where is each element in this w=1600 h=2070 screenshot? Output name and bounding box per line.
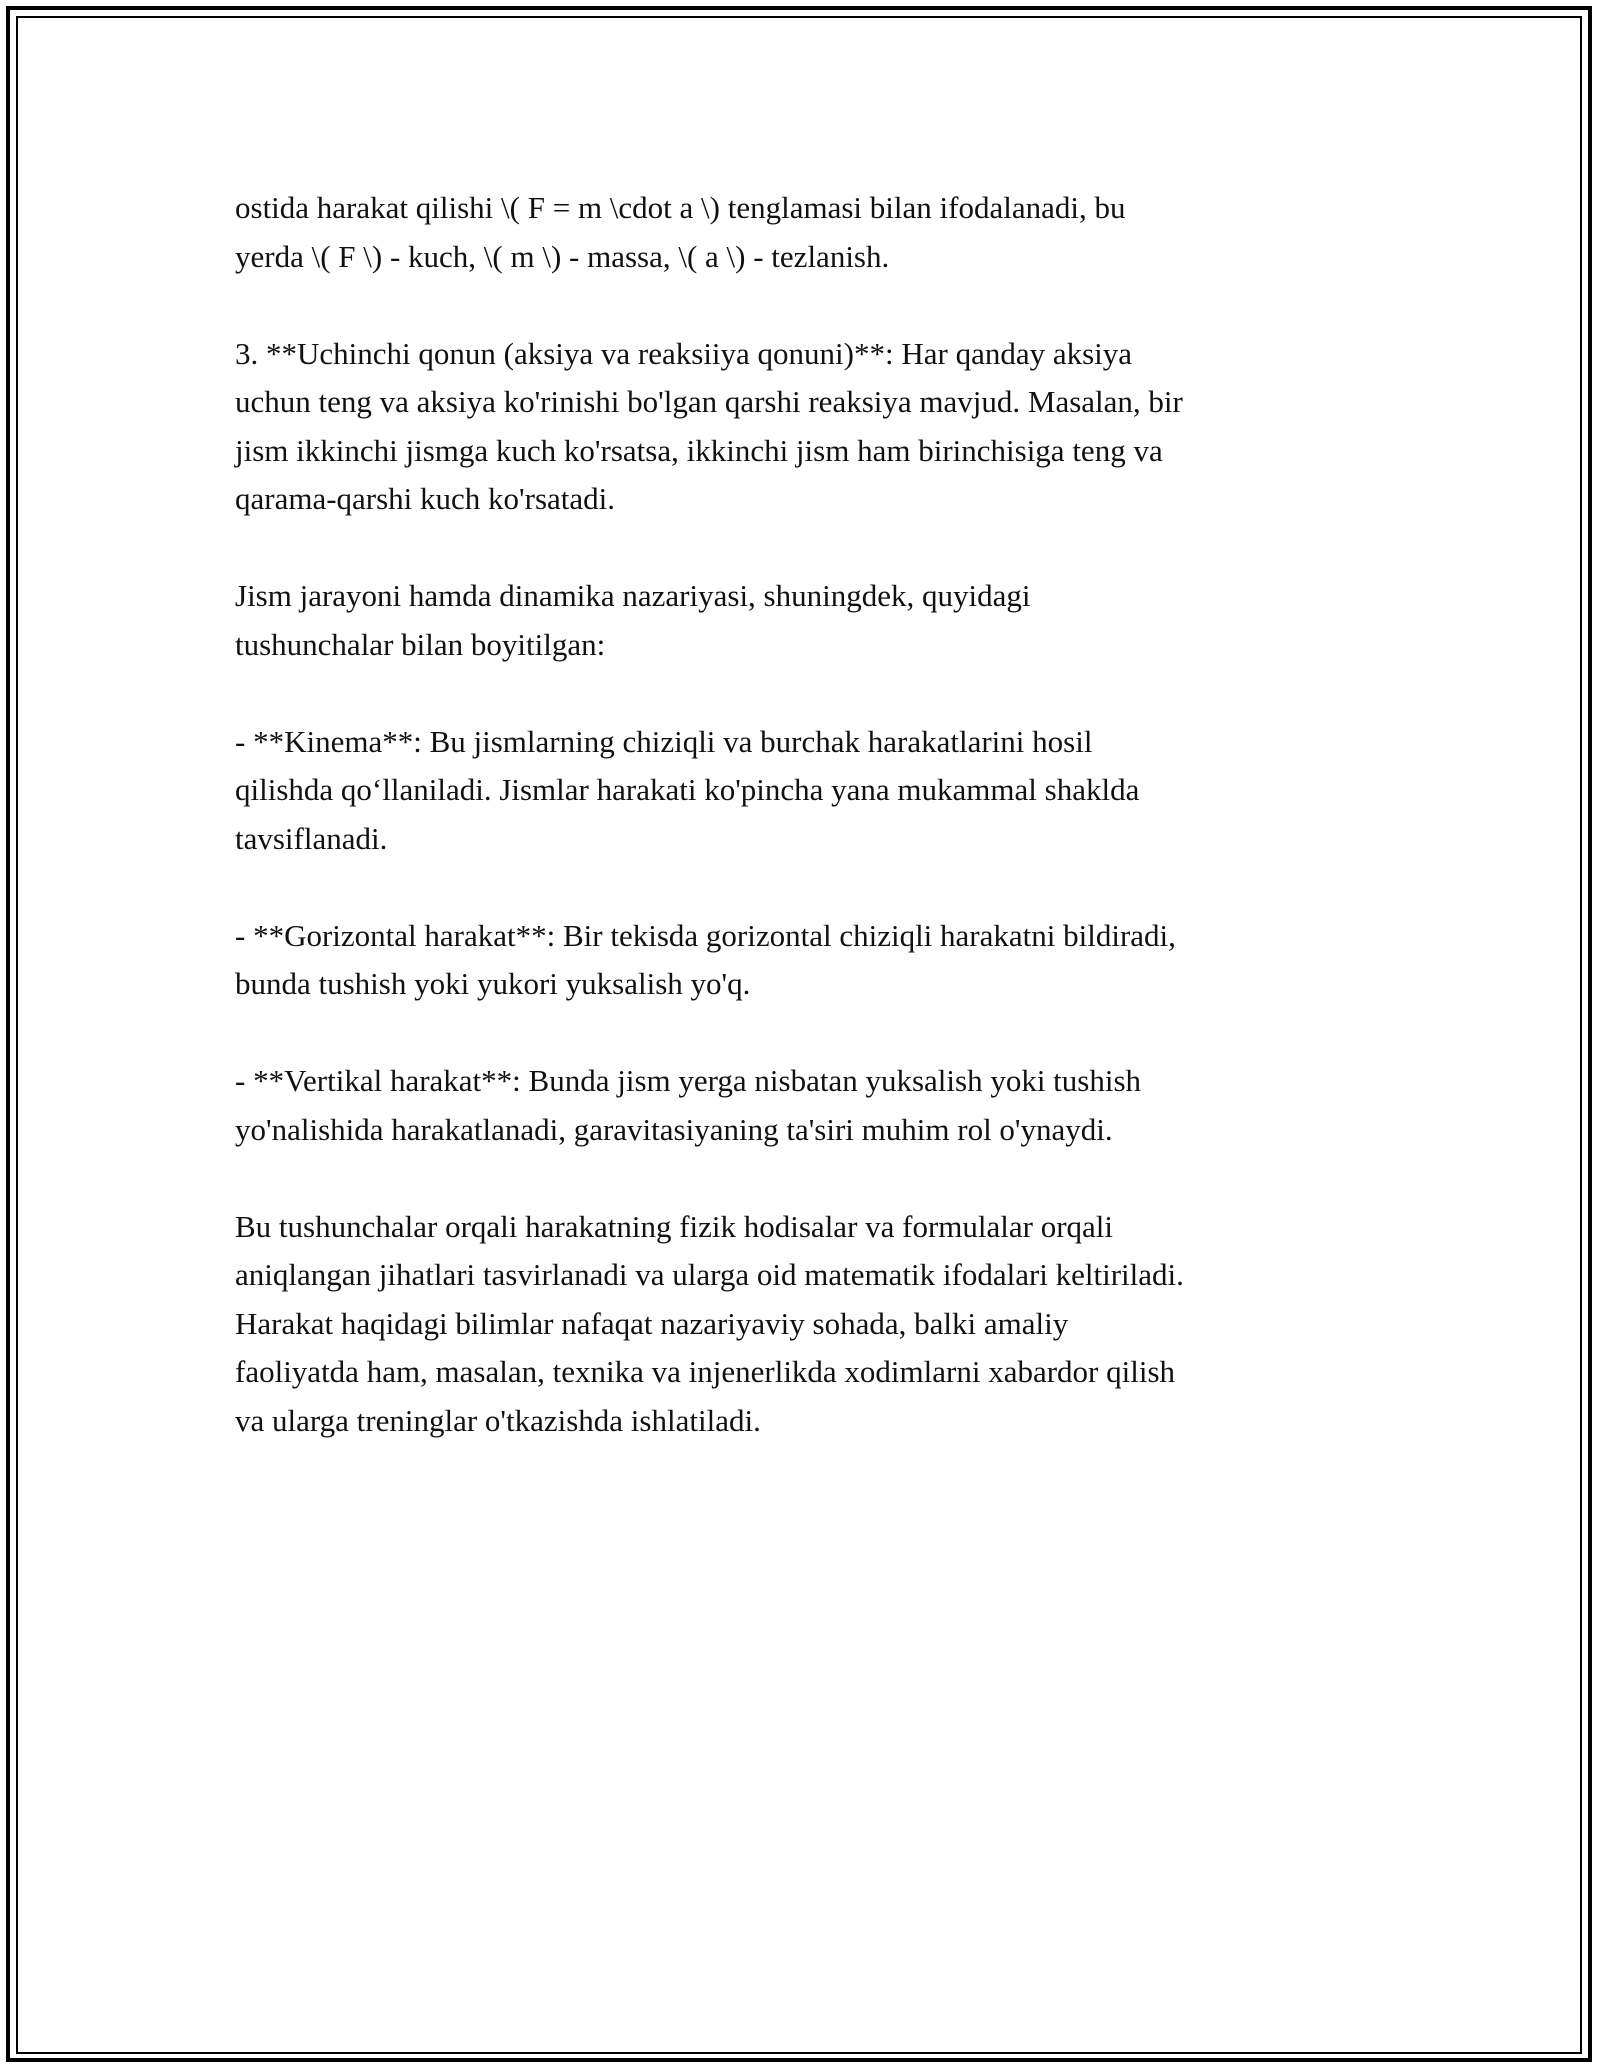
text-line: yo'nalishida harakatlanadi, garavitasiyaning ta'siri muhim rol o'ynaydi. bbox=[235, 1111, 1113, 1147]
text-line: faoliyatda ham, masalan, texnika va injenerlikda xodimlarni xabardor qilish bbox=[235, 1354, 1176, 1389]
text-line: qilishda qo‘llaniladi. Jismlar harakati ko'pincha yana mukammal shaklda bbox=[235, 772, 1140, 807]
text-line: Jism jarayoni hamda dinamika nazariyasi, shuningdek, quyidagi bbox=[235, 578, 1031, 613]
text-line: 3. **Uchinchi qonun (aksiya va reaksiiya qonuni)**: Har qanday aksiya bbox=[235, 335, 1133, 371]
text-line: - **Gorizontal harakat**: Bir tekisda gorizontal chiziqli harakatni bildiradi, bbox=[235, 917, 1176, 953]
document-body bbox=[235, 184, 1375, 1445]
text-line: yerda \( F \) - kuch, \( m \) - massa, \( a \) - tezlanish. bbox=[235, 238, 890, 274]
text-line: qarama-qarshi kuch ko'rsatadi. bbox=[235, 481, 616, 516]
text-line: jism ikkinchi jismga kuch ko'rsatsa, ikkinchi jism ham birinchisiga teng va bbox=[235, 432, 1163, 468]
text-line: aniqlangan jihatlari tasvirlanadi va ularga oid matematik ifodalari keltiriladi. bbox=[235, 1257, 1184, 1292]
text-line: bunda tushish yoki yukori yuksalish yo'q. bbox=[235, 966, 751, 1001]
list-item-vertical-motion bbox=[235, 1057, 1375, 1154]
text-line: uchun teng va aksiya ko'rinishi bo'lgan qarshi reaksiya mavjud. Masalan, bir bbox=[235, 384, 1183, 419]
text-line: Bu tushunchalar orqali harakatning fizik hodisalar va formulalar orqali bbox=[235, 1208, 1114, 1244]
paragraph-conclusion bbox=[235, 1203, 1375, 1446]
text-line: ostida harakat qilishi \( F = m \cdot a \) tenglamasi bilan ifodalanadi, bu bbox=[235, 190, 1126, 225]
list-item-kinema bbox=[235, 718, 1375, 864]
paragraph-third-law bbox=[235, 330, 1375, 524]
paragraph-newton-second-law bbox=[235, 184, 1375, 281]
text-line: Harakat haqidagi bilimlar nafaqat nazariyaviy sohada, balki amaliy bbox=[235, 1305, 1069, 1341]
text-line: - **Kinema**: Bu jismlarning chiziqli va burchak harakatlarini hosil bbox=[235, 723, 1093, 759]
paragraph-concepts-intro bbox=[235, 572, 1375, 669]
text-line: tavsiflanadi. bbox=[235, 820, 388, 856]
text-line: tushunchalar bilan boyitilgan: bbox=[235, 626, 606, 662]
text-line: - **Vertikal harakat**: Bunda jism yerga nisbatan yuksalish yoki tushish bbox=[235, 1063, 1142, 1098]
text-line: va ularga treninglar o'tkazishda ishlatiladi. bbox=[235, 1402, 761, 1438]
list-item-horizontal-motion bbox=[235, 912, 1375, 1009]
